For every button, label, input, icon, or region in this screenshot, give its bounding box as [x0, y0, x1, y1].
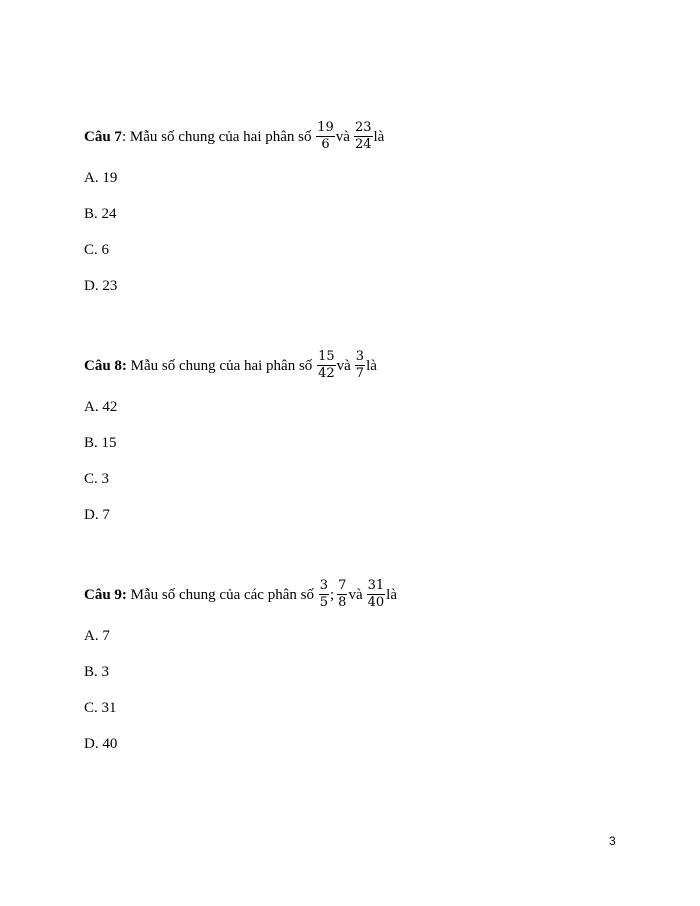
- connector-text: và: [335, 128, 350, 145]
- fraction: [337, 579, 347, 610]
- fraction: [317, 350, 336, 381]
- option-d: D. 23: [84, 278, 118, 294]
- option-b: B. 3: [84, 664, 110, 680]
- fraction-denominator: 42: [318, 366, 335, 381]
- connector-text: và: [348, 586, 363, 603]
- fraction: [354, 121, 373, 152]
- tail-text: là: [366, 357, 377, 374]
- question-text: Mẫu số chung của hai phân số: [126, 128, 316, 145]
- option-c: C. 3: [84, 471, 110, 487]
- fraction-numerator: 3: [355, 349, 365, 364]
- connector-text: và: [336, 357, 351, 374]
- question-label-suffix: :: [121, 128, 127, 145]
- fraction-denominator: 7: [355, 366, 365, 381]
- question-9: [84, 579, 397, 610]
- option-c: C. 31: [84, 700, 117, 716]
- option-b: B. 24: [84, 206, 117, 222]
- question-text: Mẫu số chung của các phân số: [126, 586, 318, 603]
- question-text: Mẫu số chung của hai phân số: [126, 357, 317, 374]
- fraction: [316, 121, 335, 152]
- fraction: [367, 579, 386, 610]
- fraction-numerator: 23: [354, 120, 372, 135]
- option-a: A. 19: [84, 170, 118, 186]
- fraction: [355, 350, 365, 381]
- fraction-denominator: 40: [367, 595, 385, 610]
- fraction-denominator: 5: [319, 595, 328, 610]
- page-number: 3: [609, 834, 616, 848]
- tail-text: là: [386, 586, 397, 603]
- fraction-denominator: 8: [338, 595, 347, 610]
- fraction: [319, 579, 329, 610]
- question-label: Câu 7: [84, 128, 122, 145]
- fraction-numerator: 31: [367, 578, 385, 593]
- fraction-separator: ;: [329, 586, 335, 603]
- tail-text: là: [373, 128, 385, 145]
- fraction-numerator: 19: [317, 120, 334, 135]
- question-label: Câu 9:: [84, 586, 127, 603]
- option-d: D. 7: [84, 507, 110, 523]
- option-d: D. 40: [84, 736, 118, 752]
- option-a: A. 7: [84, 628, 110, 644]
- fraction-numerator: 3: [319, 578, 328, 593]
- question-7: [84, 121, 384, 152]
- fraction-numerator: 7: [338, 578, 347, 593]
- fraction-denominator: 24: [354, 137, 372, 152]
- option-a: A. 42: [84, 399, 118, 415]
- question-8: [84, 350, 377, 381]
- question-label: Câu 8:: [84, 357, 127, 374]
- fraction-numerator: 15: [318, 349, 335, 364]
- option-c: C. 6: [84, 242, 110, 258]
- fraction-denominator: 6: [321, 137, 330, 152]
- option-b: B. 15: [84, 435, 117, 451]
